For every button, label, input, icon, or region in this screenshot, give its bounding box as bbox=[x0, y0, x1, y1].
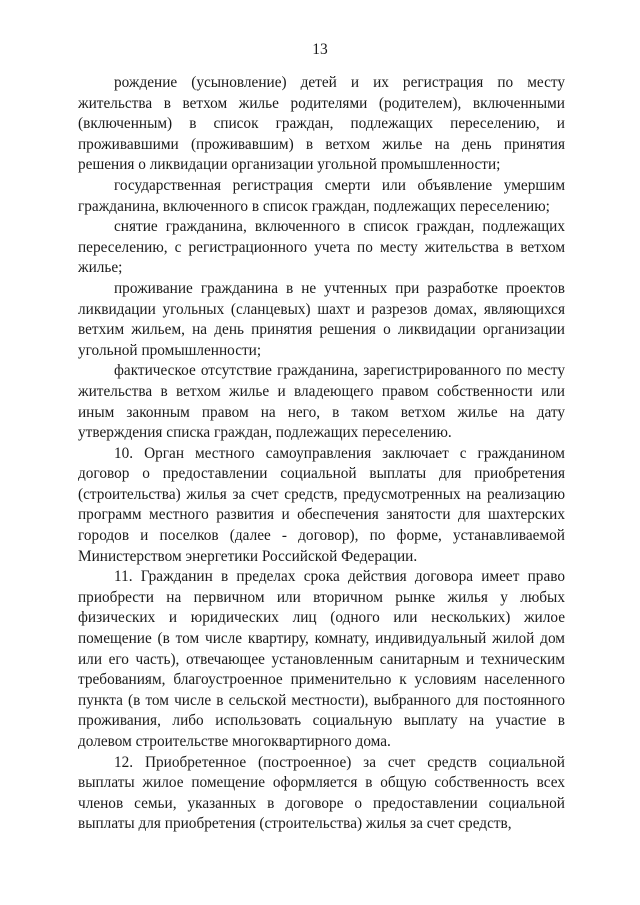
paragraph-deregistration: снятие гражданина, включенного в список граждан, подлежащих переселению, с регистрационного учета по месту жительства в ветхом жилье; bbox=[78, 218, 565, 277]
paragraph-death-registration: государственная регистрация смерти или объявление умершим гражданина, включенного в список граждан, подлежащих переселению; bbox=[78, 176, 565, 215]
document-body bbox=[78, 73, 565, 835]
paragraph-birth-registration: рождение (усыновление) детей и их регистрация по месту жительства в ветхом жилье родителями (родителем), включенными (включенным) в список граждан, подлежащих переселению, и проживавшими (проживавшим) в ветхом жилье на день принятия решения о ликвидации организации угольной промышленности; bbox=[78, 74, 565, 174]
paragraph-unaccounted-residence: проживание гражданина в не учтенных при разработке проектов ликвидации угольных (сланцевых) шахт и разрезов домах, являющихся ветхим жильем, на день принятия решения о ликвидации организации угольной промышленности; bbox=[78, 279, 565, 359]
paragraph-item-12: 12. Приобретенное (построенное) за счет средств социальной выплаты жилое помещение оформляется в общую собственность всех членов семьи, указанных в договоре о предоставлении социальной выплаты для приобретения (строительства) жилья за счет средств, bbox=[78, 753, 565, 833]
page-number: 13 bbox=[312, 41, 328, 58]
paragraph-actual-absence: фактическое отсутствие гражданина, зарегистрированного по месту жительства в ветхом жилье и владеющего правом собственности или иным законным правом на него, в таком ветхом жилье на дату утверждения списка граждан, подлежащих переселению. bbox=[78, 362, 565, 442]
paragraph-item-10: 10. Орган местного самоуправления заключает с гражданином договор о предоставлении социальной выплаты для приобретения (строительства) жилья за счет средств, предусмотренных на реализацию программ местного развития и обеспечения занятости для шахтерских городов и поселков (далее - договор), по форме, устанавливаемой Министерством энергетики Российской Федерации. bbox=[78, 444, 565, 565]
paragraph-item-11: 11. Гражданин в пределах срока действия договора имеет право приобрести на первичном или вторичном рынке жилья у любых физических и юридических лиц (одного или нескольких) жилое помещение (в том числе квартиру, комнату, индивидуальный жилой дом или его часть), отвечающее установленным санитарным и техническим требованиям, благоустроенное применительно к условиям населенного пункта (в том числе в сельской местности), выбранного для постоянного проживания, либо использовать социальную выплату на участие в долевом строительстве многоквартирного дома. bbox=[78, 568, 565, 750]
